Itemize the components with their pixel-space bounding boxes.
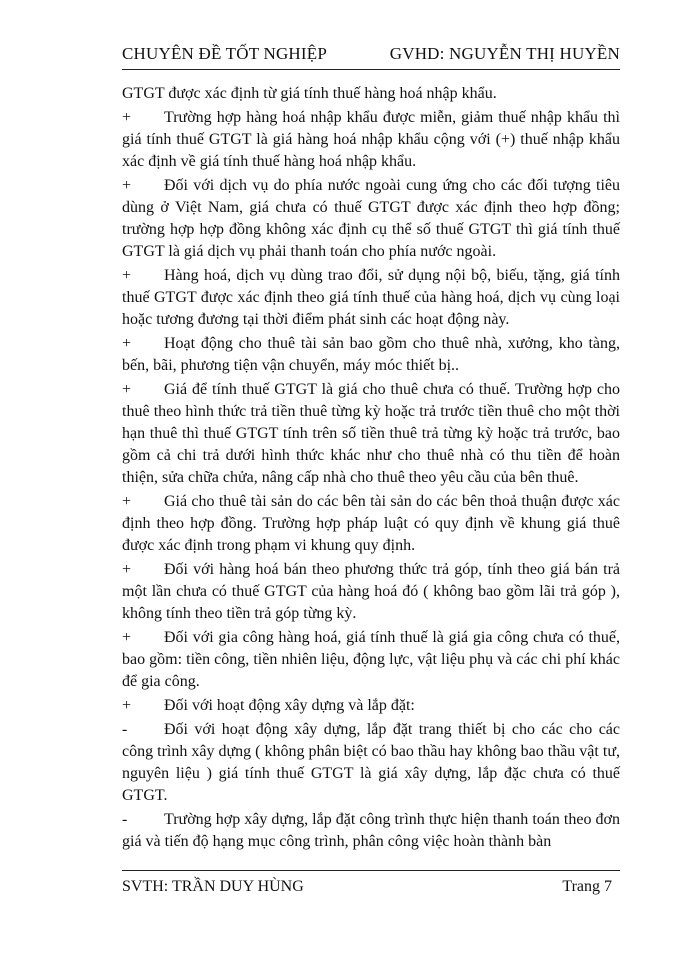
paragraph-text: Đối với hoạt động xây dựng, lắp đặt trang thiết bị cho các cho các công trình xây dựng ( không phân biệt có bao thầu hay không bao thầu vật tư, nguyên liệu ) giá tính thuế GTGT là giá xây dựng, lắp đặc chưa có thuế GTGT. — [122, 721, 620, 804]
paragraph — [122, 809, 620, 853]
paragraph — [122, 719, 620, 807]
bullet-marker: + — [122, 697, 132, 714]
paragraph — [122, 379, 620, 489]
paragraph-text: Đối với gia công hàng hoá, giá tính thuế là giá gia công chưa có thuế, bao gồm: tiền công, tiền nhiên liệu, động lực, vật liệu phụ và các chi phí khác để gia công. — [122, 629, 620, 690]
paragraph — [122, 491, 620, 557]
page-number: Trang 7 — [562, 878, 612, 895]
header-rule — [122, 69, 620, 70]
header-left-title: CHUYÊN ĐỀ TỐT NGHIỆP — [122, 44, 328, 63]
paragraph-text: Đối với dịch vụ do phía nước ngoài cung ứng cho các đối tượng tiêu dùng ở Việt Nam, giá chưa có thuế GTGT được xác định theo hợp đồng; trường hợp hợp đồng không xác định cụ thể số thuế GTGT thì giá tính thuế GTGT là giá dịch vụ phải thanh toán cho phía nước ngoài. — [122, 177, 620, 260]
paragraph-text: Giá để tính thuế GTGT là giá cho thuê chưa có thuế. Trường hợp cho thuê theo hình thức trả tiền thuê từng kỳ hoặc trả trước tiền thuê cho một thời hạn thuê thì thuế GTGT tính trên số tiền thuê trả từng kỳ hoặc trả trước, bao gồm cả chi trả dưới hình thức khác như cho thuê nhà có thu tiền để hoàn thiện, sửa chữa chửa, nâng cấp nhà cho thuê theo yêu cầu của bên thuê. — [122, 381, 620, 486]
bullet-marker: + — [122, 177, 132, 194]
paragraph-text: Trường hợp xây dựng, lắp đặt công trình thực hiện thanh toán theo đơn giá và tiến độ hạng mục công trình, phân công việc hoàn thành bàn — [122, 811, 620, 850]
footer-rule — [122, 870, 620, 871]
paragraph-text: Đối với hàng hoá bán theo phương thức trả góp, tính theo giá bán trả một lần chưa có thuế GTGT của hàng hoá đó ( không bao gồm lãi trả góp ), không tính theo tiền trả góp từng kỳ. — [122, 561, 620, 622]
bullet-marker: + — [122, 109, 132, 126]
dash-marker: - — [122, 811, 128, 828]
dash-marker: - — [122, 721, 128, 738]
page-header — [122, 42, 620, 68]
paragraph — [122, 265, 620, 331]
bullet-marker: + — [122, 493, 132, 510]
paragraph — [122, 627, 620, 693]
paragraph-text: GTGT được xác định từ giá tính thuế hàng hoá nhập khẩu. — [122, 85, 497, 102]
paragraph-text: Trường hợp hàng hoá nhập khẩu được miễn, giảm thuế nhập khẩu thì giá tính thuế GTGT là giá hàng hoá nhập khẩu cộng với (+) thuế nhập khẩu xác định về giá tính thuế hàng hoá nhập khẩu. — [122, 109, 620, 170]
footer-author: SVTH: TRẦN DUY HÙNG — [122, 878, 304, 895]
bullet-marker: + — [122, 335, 132, 352]
paragraph-text: Hoạt động cho thuê tài sản bao gồm cho thuê nhà, xưởng, kho tàng, bến, bãi, phương tiện vận chuyển, máy móc thiết bị.. — [122, 335, 620, 374]
page-footer — [122, 878, 620, 902]
paragraph-text: Giá cho thuê tài sản do các bên tài sản do các bên thoả thuận được xác định theo hợp đồng. Trường hợp pháp luật có quy định về khung giá thuê được xác định trong phạm vi khung quy định. — [122, 493, 620, 554]
bullet-marker: + — [122, 561, 132, 578]
document-body — [122, 83, 620, 853]
bullet-marker: + — [122, 381, 132, 398]
paragraph — [122, 559, 620, 625]
paragraph — [122, 333, 620, 377]
paragraph-text: Hàng hoá, dịch vụ dùng trao đổi, sử dụng nội bộ, biếu, tặng, giá tính thuế GTGT được xác định theo giá tính thuế của hàng hoá, dịch vụ cùng loại hoặc tương đương tại thời điểm phát sinh các hoạt động này. — [122, 267, 620, 328]
header-right-title: GVHD: NGUYỄN THỊ HUYỀN — [389, 44, 620, 63]
bullet-marker: + — [122, 267, 132, 284]
paragraph — [122, 175, 620, 263]
paragraph — [122, 107, 620, 173]
paragraph-text: Đối với hoạt động xây dựng và lắp đặt: — [164, 697, 415, 714]
paragraph — [122, 83, 620, 105]
paragraph — [122, 695, 620, 717]
bullet-marker: + — [122, 629, 132, 646]
